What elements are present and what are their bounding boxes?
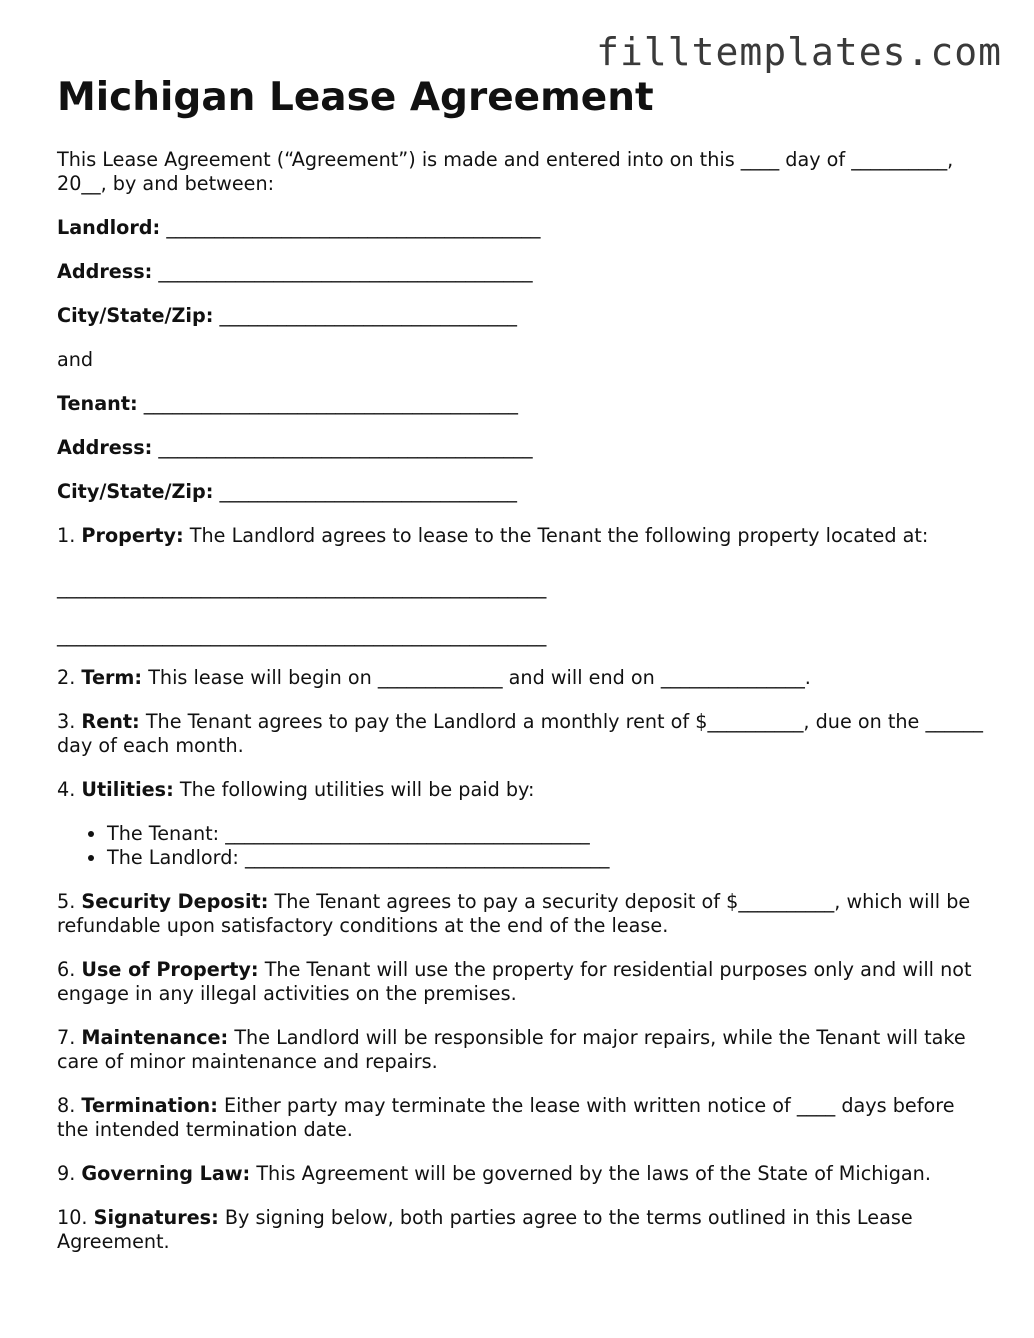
- document-body: [57, 74, 987, 1274]
- section-term-label: Term:: [81, 666, 143, 689]
- tenant-city-label: City/State/Zip:: [57, 480, 214, 503]
- utilities-landlord-item[interactable]: • The Landlord: ______________________________________: [107, 846, 987, 870]
- section-termination: [57, 1094, 987, 1142]
- section-maintenance-text: The Landlord will be responsible for major repairs, while the Tenant will take care of minor maintenance and repairs.: [57, 1026, 966, 1073]
- watermark: filltemplates.com: [596, 30, 1002, 74]
- section-use-label: Use of Property:: [81, 958, 259, 981]
- section-law-num: 9.: [57, 1162, 76, 1185]
- section-signatures-text: By signing below, both parties agree to the terms outlined in this Lease Agreement.: [57, 1206, 913, 1253]
- section-termination-label: Termination:: [81, 1094, 218, 1117]
- section-termination-num: 8.: [57, 1094, 76, 1117]
- section-termination-text: Either party may terminate the lease with written notice of ____ days before the intended termination date.: [57, 1094, 955, 1141]
- section-deposit-text: The Tenant agrees to pay a security deposit of $__________, which will be refundable upon satisfactory conditions at the end of the lease.: [57, 890, 971, 937]
- section-term-text: This lease will begin on _____________ and will end on _______________.: [142, 666, 811, 689]
- property-address-line-2[interactable]: ___________________________________________________: [57, 624, 547, 647]
- section-maintenance: [57, 1026, 987, 1074]
- landlord-name-blank[interactable]: _______________________________________: [166, 216, 541, 239]
- section-signatures: [57, 1206, 987, 1254]
- tenant-address-label: Address:: [57, 436, 153, 459]
- section-utilities-label: Utilities:: [81, 778, 174, 801]
- section-use-text: The Tenant will use the property for residential purposes only and will not engage in any illegal activities on the premises.: [57, 958, 972, 1005]
- section-utilities-text: The following utilities will be paid by:: [173, 778, 535, 801]
- section-security-deposit: [57, 890, 987, 938]
- tenant-address-blank[interactable]: _______________________________________: [158, 436, 533, 459]
- landlord-name-field[interactable]: [57, 216, 987, 240]
- landlord-city-field[interactable]: [57, 304, 987, 328]
- section-deposit-label: Security Deposit:: [81, 890, 269, 913]
- section-use-num: 6.: [57, 958, 76, 981]
- section-utilities-num: 4.: [57, 778, 76, 801]
- section-use-of-property: [57, 958, 987, 1006]
- section-rent: [57, 710, 987, 758]
- tenant-name-field[interactable]: [57, 392, 987, 416]
- landlord-address-blank[interactable]: _______________________________________: [158, 260, 533, 283]
- section-property-label: Property:: [81, 524, 184, 547]
- and-text: and: [57, 348, 94, 371]
- tenant-name-label: Tenant:: [57, 392, 138, 415]
- landlord-city-label: City/State/Zip:: [57, 304, 214, 327]
- section-maintenance-label: Maintenance:: [81, 1026, 229, 1049]
- section-property-num: 1.: [57, 524, 76, 547]
- section-deposit-num: 5.: [57, 890, 76, 913]
- tenant-name-blank[interactable]: _______________________________________: [143, 392, 518, 415]
- section-law-label: Governing Law:: [81, 1162, 251, 1185]
- property-address-line-1[interactable]: ___________________________________________________: [57, 576, 547, 599]
- section-property: [57, 524, 987, 548]
- section-maintenance-num: 7.: [57, 1026, 76, 1049]
- tenant-city-blank[interactable]: _______________________________: [219, 480, 517, 503]
- section-governing-law: [57, 1162, 987, 1186]
- tenant-city-field[interactable]: [57, 480, 987, 504]
- intro-paragraph: This Lease Agreement (“Agreement”) is made and entered into on this ____ day of __________, 20__, by and between:: [57, 148, 954, 195]
- page-title: Michigan Lease Agreement: [57, 75, 654, 120]
- section-term-num: 2.: [57, 666, 76, 689]
- section-utilities: [57, 778, 987, 802]
- section-property-text: The Landlord agrees to lease to the Tenant the following property located at:: [183, 524, 929, 547]
- tenant-address-field[interactable]: [57, 436, 987, 460]
- utilities-tenant-item[interactable]: • The Tenant: ______________________________________: [107, 822, 987, 846]
- section-signatures-label: Signatures:: [93, 1206, 219, 1229]
- section-term: [57, 666, 987, 690]
- section-rent-num: 3.: [57, 710, 76, 733]
- landlord-city-blank[interactable]: _______________________________: [219, 304, 517, 327]
- landlord-name-label: Landlord:: [57, 216, 161, 239]
- utilities-list: [57, 822, 987, 870]
- landlord-address-label: Address:: [57, 260, 153, 283]
- landlord-address-field[interactable]: [57, 260, 987, 284]
- section-law-text: This Agreement will be governed by the laws of the State of Michigan.: [250, 1162, 931, 1185]
- section-rent-label: Rent:: [81, 710, 140, 733]
- section-signatures-num: 10.: [57, 1206, 88, 1229]
- section-rent-text: The Tenant agrees to pay the Landlord a monthly rent of $__________, due on the ______ day of each month.: [57, 710, 984, 757]
